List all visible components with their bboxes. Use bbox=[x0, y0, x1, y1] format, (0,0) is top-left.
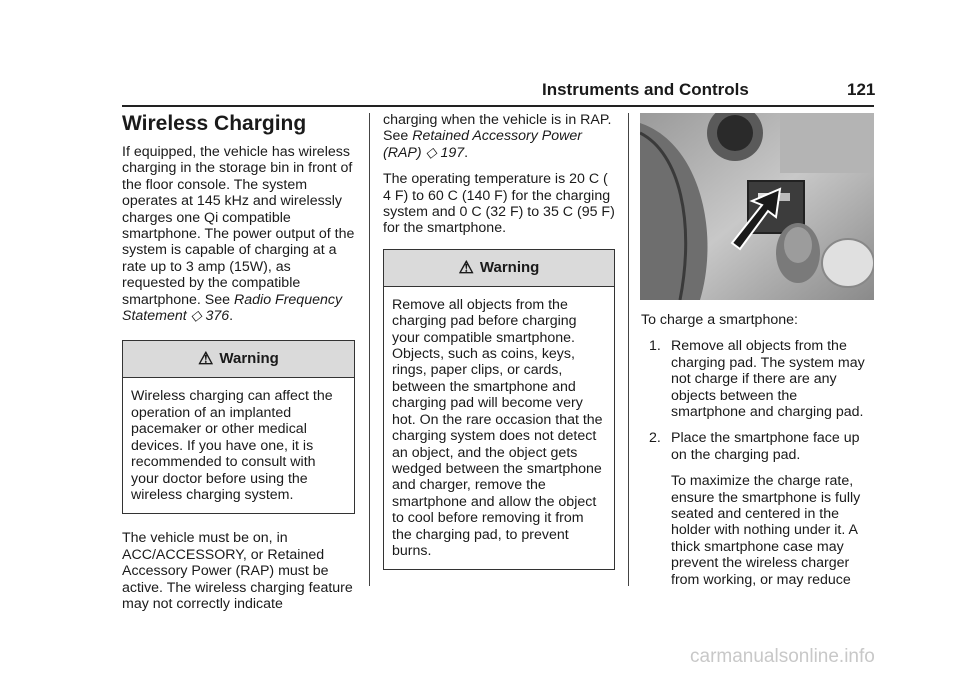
warning-header bbox=[123, 341, 354, 378]
header-rule bbox=[122, 105, 874, 107]
temperature-paragraph: The operating temperature is 20 C ( 4 F) to 60 C (140 F) for the charging system and 0 C (32 F) to 35 C (95 F) for the smartphone. bbox=[383, 171, 615, 237]
intro-paragraph: If equipped, the vehicle has wireless charging in the storage bin in front of the floor console. The system operates at 145 kHz and wirelessly charges one Qi compatible smartphone. The power output of the system is capable of charging at a rate up to 3 amp (15W), as requested by the compatible smartphone. See Radio Frequency Statement ◇ 376. bbox=[122, 144, 355, 325]
column-3 bbox=[641, 312, 874, 598]
cross-reference-link[interactable]: Retained Accessory Power (RAP) ◇ 197 bbox=[383, 128, 583, 161]
section-heading: Wireless Charging bbox=[122, 112, 307, 135]
column-2 bbox=[383, 112, 615, 586]
steps-list bbox=[641, 338, 874, 588]
column-1 bbox=[122, 112, 355, 622]
watermark: carmanualsonline.info bbox=[690, 646, 875, 667]
warning-title: Warning bbox=[219, 350, 279, 368]
paragraph: charging when the vehicle is in RAP. See Retained Accessory Power (RAP) ◇ 197. bbox=[383, 112, 612, 161]
page-number: 121 bbox=[847, 80, 876, 99]
paragraph: The vehicle must be on, in ACC/ACCESSORY, or Retained Accessory Power (RAP) must be active. The wireless charging feature may not correctly indicate bbox=[122, 530, 353, 612]
column-divider-2 bbox=[628, 113, 629, 586]
page-header bbox=[542, 80, 876, 100]
console-illustration bbox=[640, 113, 874, 300]
column-divider-1 bbox=[369, 113, 370, 586]
page-ref-icon: ◇ bbox=[425, 144, 437, 161]
warning-text: Remove all objects from the charging pad before charging your compatible smartphone. Objects, such as coins, keys, rings, paper clips, or cards, between the smartphone and charging pad will become very hot. On the rare occasion that the charging system does not detect an object, and the object gets wedged between the smartphone and charger, remove the smartphone and allow the object to cool before removing it from the charging pad, to prevent burns. bbox=[392, 296, 603, 559]
warning-text: Wireless charging can affect the operation of an implanted pacemaker or other medical devices. If you have one, it is recommended to consult with your doctor before using the wireless charging system. bbox=[131, 388, 333, 503]
warning-header bbox=[384, 250, 614, 287]
section-title: Instruments and Controls bbox=[542, 80, 749, 99]
charging-pad-photo bbox=[640, 113, 874, 300]
warning-box bbox=[122, 340, 355, 514]
step-note: To maximize the charge rate, ensure the smartphone is fully seated and centered in the holder with nothing under it. A thick smartphone case may prevent the wireless charger from working, or may reduce bbox=[671, 473, 861, 588]
warning-icon: ⚠ bbox=[198, 349, 214, 369]
list-item: 1. Remove all objects from the charging pad. The system may not charge if there are any objects between the smartphone and charging pad. bbox=[649, 338, 865, 421]
page-ref-icon: ◇ bbox=[190, 308, 202, 325]
steps-intro: To charge a smartphone: bbox=[641, 312, 798, 328]
warning-icon: ⚠ bbox=[458, 257, 474, 277]
list-item: 2. Place the smartphone face up on the charging pad. To maximize the charge rate, ensure the smartphone is fully seated and centered in the holder with nothing under it. A thick smartphone case may prevent the wireless charger from working, or may reduce bbox=[641, 430, 874, 588]
warning-title: Warning bbox=[479, 258, 540, 276]
cross-reference-link[interactable]: Radio Frequency Statement ◇ 376 bbox=[122, 291, 343, 325]
warning-box bbox=[383, 249, 615, 571]
